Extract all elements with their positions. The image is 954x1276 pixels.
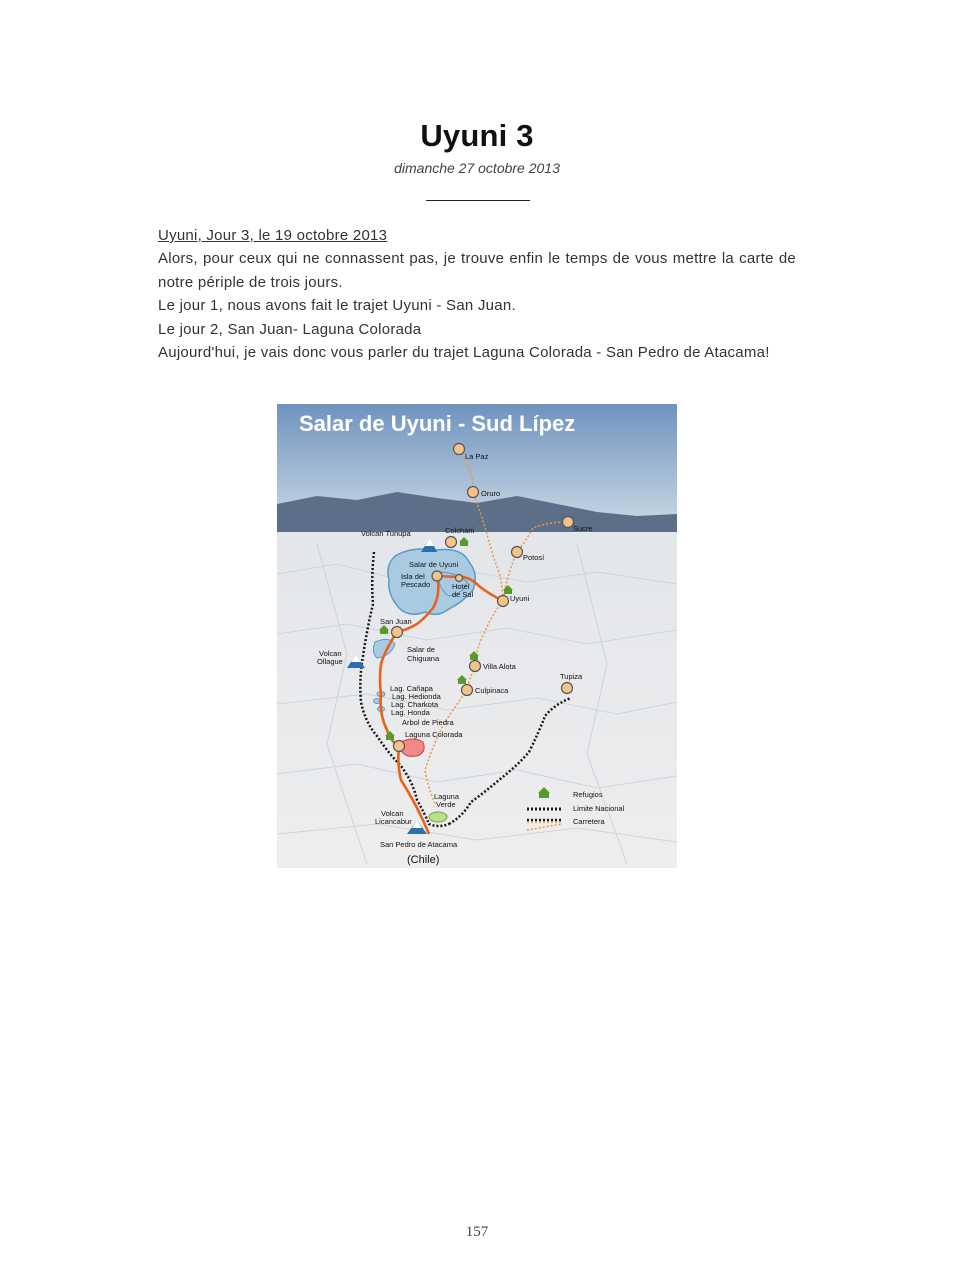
label-oruro: Oruro [481,489,501,498]
map-title: Salar de Uyuni - Sud Lípez [299,411,576,436]
label-culpinaca: Culpinaca [475,686,509,695]
town-laguna-colorada [394,741,405,752]
page-title: Uyuni 3 [420,118,534,153]
label-hotel: Hotel [452,582,470,591]
label-volcan-ollague-2: Ollague [317,657,343,666]
town-san-juan [392,627,403,638]
paragraph-day1: Le jour 1, nous avons fait le trajet Uyuni - San Juan. [158,297,516,315]
route-map [277,404,677,868]
label-san-pedro: San Pedro de Atacama [380,840,458,849]
label-villa-alota: Villa Alota [483,662,516,671]
label-tupiza: Tupiza [560,672,583,681]
label-colchani: Colchani [445,526,475,535]
label-volcan-licancabur-1: Volcan [381,809,404,818]
label-arbol-de-piedra: Arbol de Piedra [402,718,454,727]
town-la-paz [454,444,465,455]
legend-carretera-label: Carretera [573,817,605,826]
post-date: dimanche 27 octobre 2013 [394,160,560,176]
label-lag-canapa: Lag. Cañapa [390,684,433,693]
town-hotel-sal [456,575,463,582]
paragraph-day2: Le jour 2, San Juan- Laguna Colorada [158,320,422,338]
label-volcan-licancabur-2: Licancabur [375,817,412,826]
town-sucre [563,517,574,528]
label-uyuni: Uyuni [510,594,530,603]
label-volcan-tunupa: Volcan Tunupa [361,529,411,538]
town-potosi [512,547,523,558]
town-isla-pescado [432,571,442,581]
town-uyuni [498,596,509,607]
paragraph-intro: Alors, pour ceux qui ne connassent pas, je trouve enfin le temps de vous mettre la carte de notre périple de trois jours. [158,250,796,291]
label-volcan-ollague-1: Volcan [319,649,342,658]
label-sucre: Sucre [573,524,593,533]
article-heading: Uyuni, Jour 3, le 19 octobre 2013 [158,227,388,244]
label-pescado: Pescado [401,580,431,589]
page-number: 157 [465,1224,489,1240]
label-salar-chiguana-2: Chiguana [407,654,440,663]
legend-refugios-label: Refugios [573,790,603,799]
label-lag-honda: Lag. Honda [391,708,430,717]
label-laguna-verde-1: Laguna [434,792,460,801]
label-de-sal: de Sal [452,590,474,599]
label-potosi: Potosí [523,553,545,562]
label-salar-chiguana-1: Salar de [407,645,435,654]
label-san-juan: San Juan [380,617,412,626]
town-culpinaca [462,685,473,696]
label-lag-hedionda: Lag. Hedionda [392,692,441,701]
town-colchani [446,537,457,548]
label-salar-de-uyuni: Salar de Uyuni [409,560,459,569]
laguna-verde-shape [429,812,447,822]
label-la-paz: La Paz [465,452,489,461]
legend-limite-label: Limite Nacional [573,804,625,813]
label-laguna-verde-2: Verde [436,800,456,809]
label-isla-del: Isla del [401,572,425,581]
town-tupiza [562,683,573,694]
separator-line [426,200,530,201]
label-laguna-colorada: Laguna Colorada [405,730,463,739]
article-body [158,224,796,364]
paragraph-today: Aujourd'hui, je vais donc vous parler du trajet Laguna Colorada - San Pedro de Atacama! [158,344,770,362]
label-lag-charkota: Lag. Charkota [391,700,439,709]
label-chile: (Chile) [407,854,440,866]
town-villa-alota [470,661,481,672]
town-oruro [468,487,479,498]
